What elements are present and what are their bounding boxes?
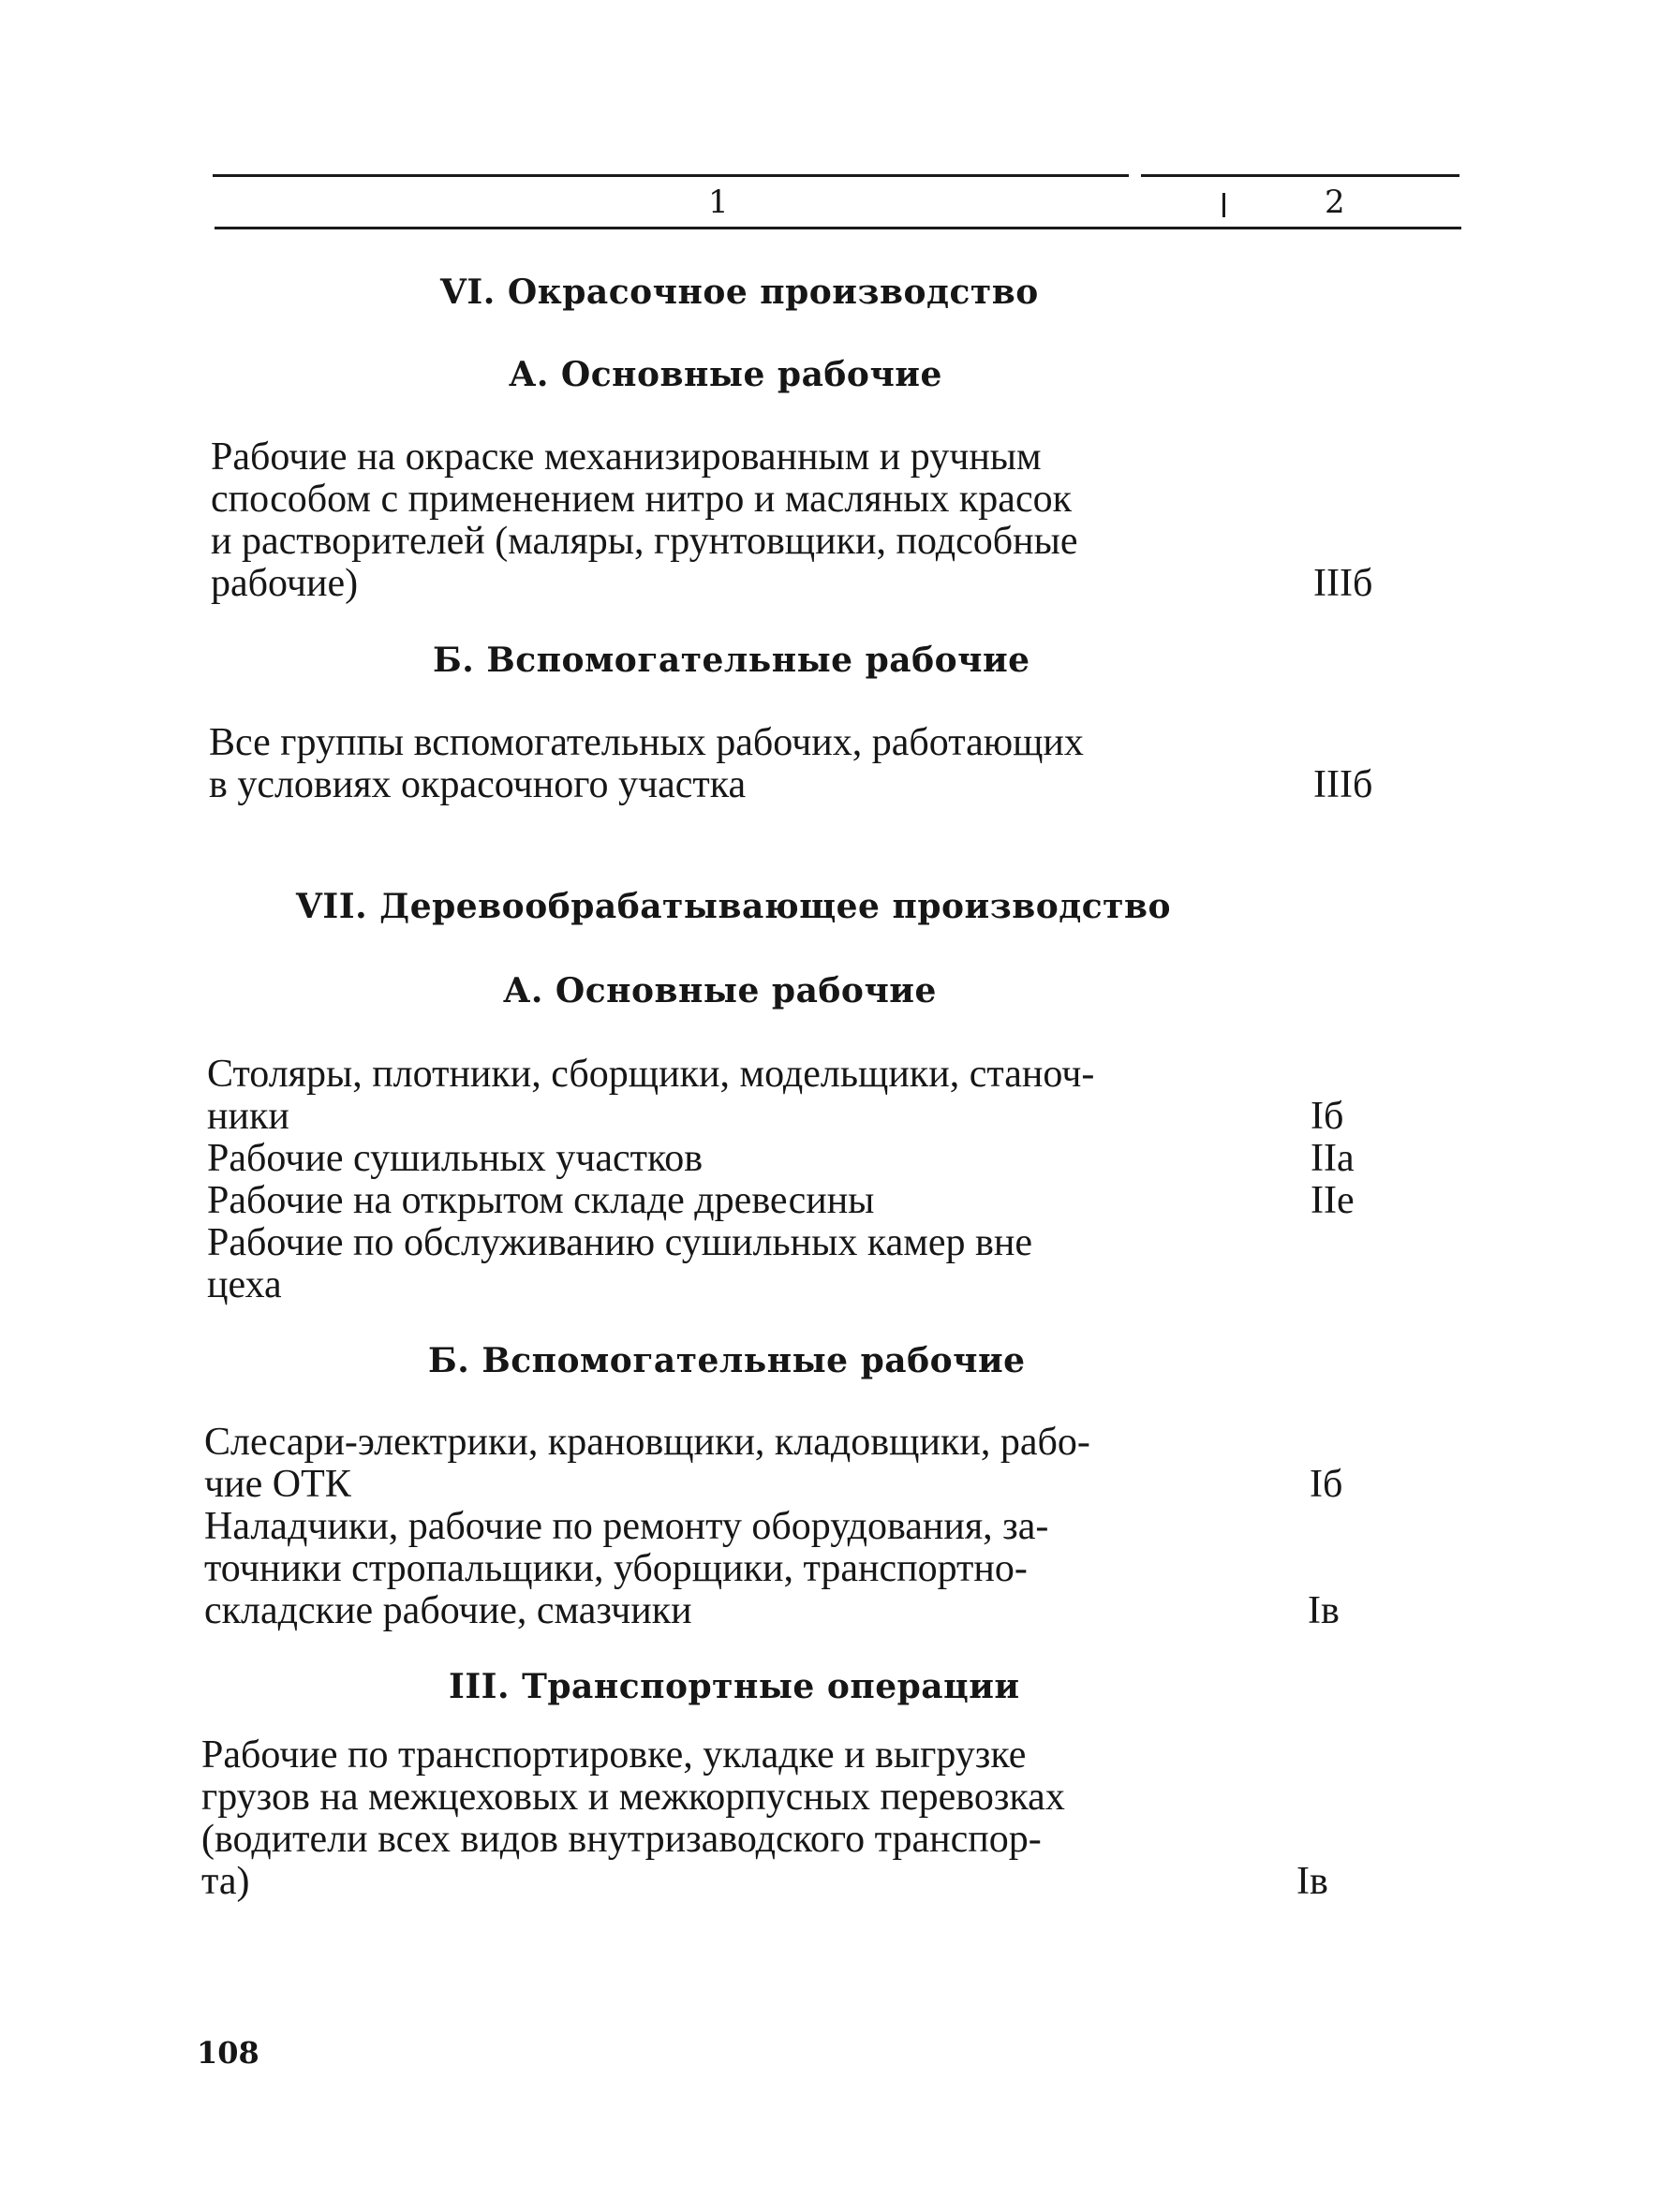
hygiene-class-code: IIIб [1313,763,1373,806]
subsection-title: А. Основные рабочие [503,971,937,1010]
column-2-number: 2 [1325,184,1345,221]
column-1-number: 1 [708,184,729,221]
item-line: Наладчики, рабочие по ремонту оборудования, за- [204,1505,1049,1548]
item-line: способом с применением нитро и масляных красок [211,478,1072,521]
item-line: складские рабочие, смазчики [204,1589,692,1632]
item-line: цеха [207,1263,282,1306]
item-line: Столяры, плотники, сборщики, модельщики, станоч- [207,1053,1095,1096]
header-top-rule-left [213,174,1129,177]
column-separator [1222,193,1225,217]
item-line: Слесари-электрики, крановщики, кладовщики, рабо- [204,1421,1090,1464]
hygiene-class-code: Iв [1308,1589,1340,1632]
item-line: (водители всех видов внутризаводского транспор- [201,1818,1042,1861]
hygiene-class-code: Iв [1296,1860,1328,1903]
item-line: и растворителей (маляры, грунтовщики, подсобные [211,520,1078,563]
item-line: грузов на межцеховых и межкорпусных перевозках [201,1776,1065,1819]
item-line: та) [201,1860,250,1903]
item-line: рабочие) [211,562,359,605]
hygiene-class-code: IIе [1311,1179,1355,1222]
item-line: в условиях окрасочного участка [209,763,747,806]
item-line: Рабочие по транспортировке, укладке и выгрузке [201,1733,1027,1777]
section-title: III. Транспортные операции [449,1667,1020,1706]
subsection-title: Б. Вспомогательные рабочие [433,641,1030,680]
header-top-rule-right [1141,174,1459,177]
item-line: Все группы вспомогательных рабочих, работающих [209,721,1084,764]
page-number: 108 [197,2035,259,2071]
subsection-title: А. Основные рабочие [509,355,942,394]
item-line: чие ОТК [204,1463,351,1506]
hygiene-class-code: IIIб [1313,562,1373,605]
item-line: ники [207,1095,289,1138]
section-title: VI. Окрасочное производство [440,273,1039,312]
item-line: Рабочие на окраске механизированным и ручным [211,435,1042,479]
subsection-title: Б. Вспомогательные рабочие [428,1341,1026,1380]
header-bottom-rule [215,227,1461,229]
section-title: VII. Деревообрабатывающее производство [296,887,1171,926]
item-line: Рабочие по обслуживанию сушильных камер вне [207,1221,1032,1264]
hygiene-class-code: IIа [1311,1137,1355,1180]
hygiene-class-code: Iб [1310,1463,1343,1506]
item-line: Рабочие сушильных участков [207,1137,704,1180]
item-line: Рабочие на открытом складе древесины [207,1179,875,1222]
item-line: точники стропальщики, уборщики, транспортно- [204,1547,1028,1590]
hygiene-class-code: Iб [1311,1095,1344,1138]
